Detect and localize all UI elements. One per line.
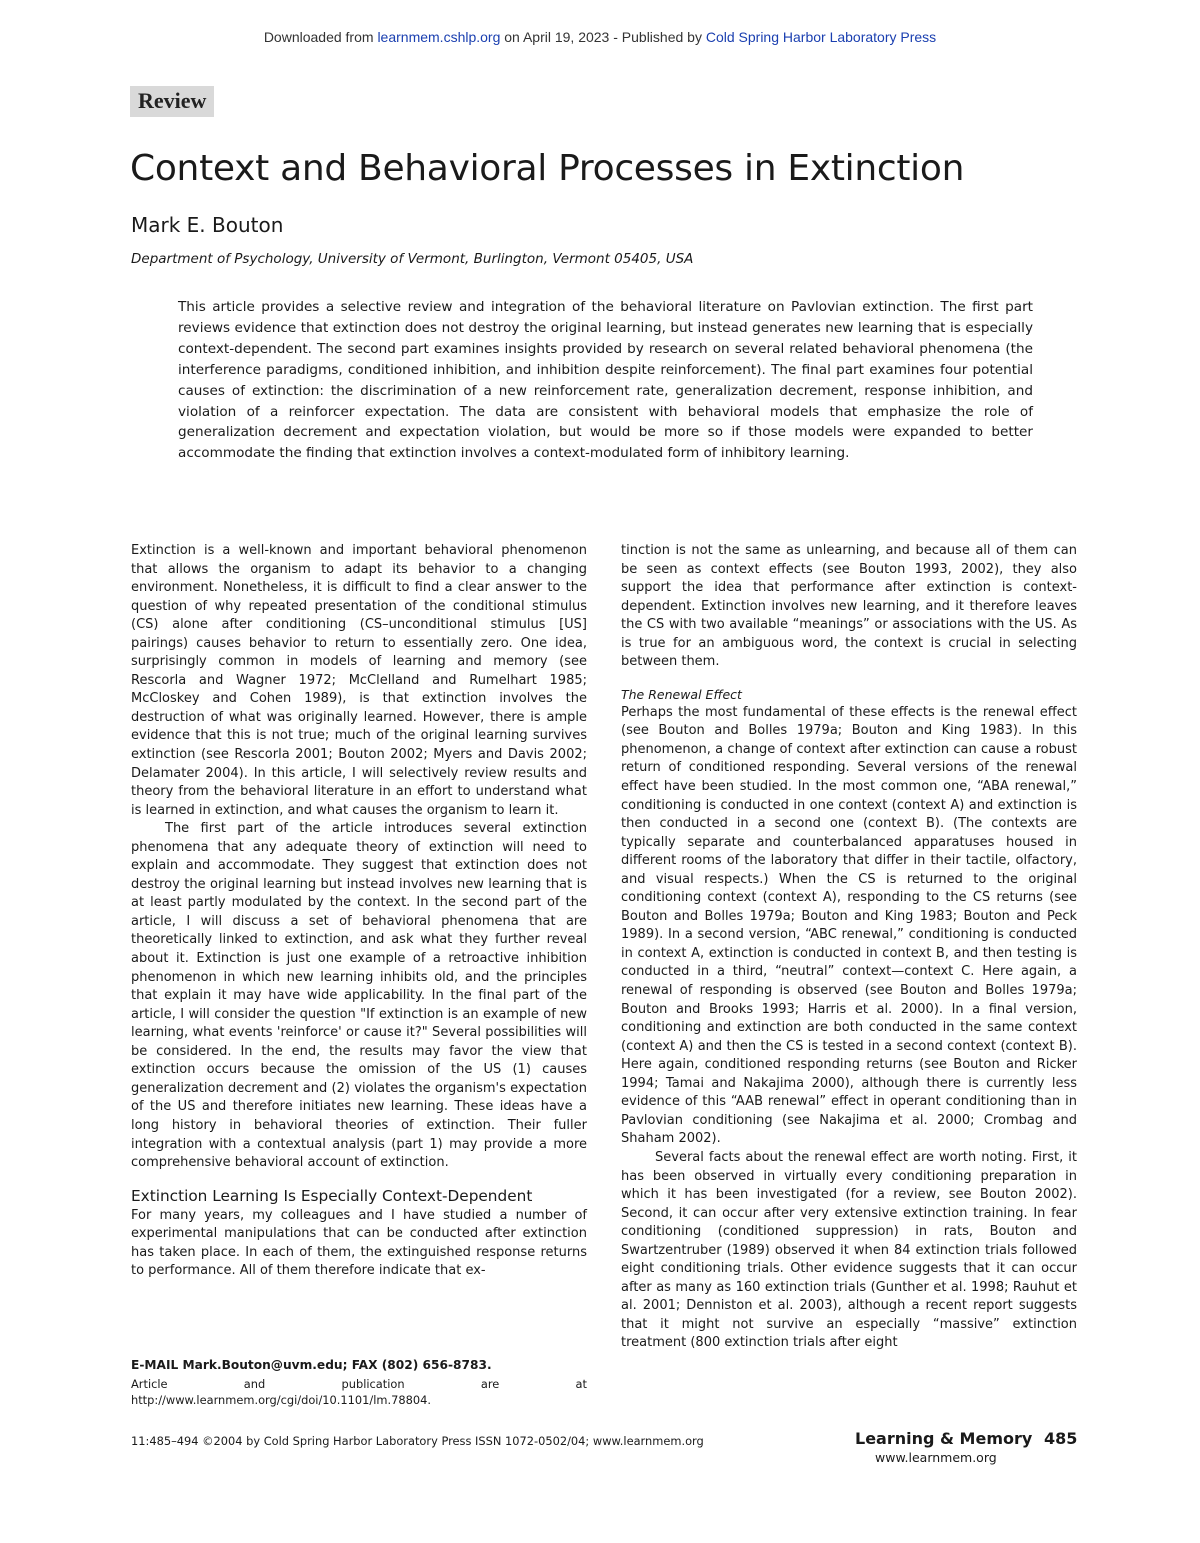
download-middle: on April 19, 2023 - Published by (500, 29, 706, 45)
body-paragraph: tinction is not the same as unlearning, and because all of them can be seen as context effects (see Bouton 1993, 2002), they also support the idea that performance after extinction is context-dependent. Extinction involves new learning, and it therefore leaves the CS with two available “meanings” or associations with the US. As is true for an ambiguous word, the context is crucial in selecting between them. (621, 543, 1077, 670)
journal-url: www.learnmem.org (875, 1450, 997, 1465)
article-doi-note: Article and publication are at http://www.learnmem.org/cgi/doi/10.1101/lm.78804. (131, 1377, 587, 1407)
body-paragraph: For many years, my colleagues and I have studied a number of experimental manipulations that can be conducted after extinction has taken place. In each of them, the extinguished response returns to performance. All of them therefore indicate that ex- (131, 1207, 587, 1279)
subsection-heading: The Renewal Effect (621, 686, 742, 702)
section-heading: Extinction Learning Is Especially Context-Dependent (131, 1186, 533, 1205)
correspondence-email: E-MAIL Mark.Bouton@uvm.edu; FAX (802) 656-8783. (131, 1358, 492, 1372)
journal-name: Learning & Memory (855, 1429, 1033, 1448)
article-title: Context and Behavioral Processes in Extinction (130, 148, 965, 189)
download-notice (0, 29, 1200, 45)
footer-citation: 11:485–494 ©2004 by Cold Spring Harbor Laboratory Press ISSN 1072-0502/04; www.learnmem.org (131, 1434, 704, 1448)
page-number: 485 (1044, 1429, 1078, 1448)
site-link[interactable]: learnmem.cshlp.org (377, 29, 501, 45)
body-paragraph: The first part of the article introduces several extinction phenomena that any adequate theory of extinction will need to explain and accommodate. They suggest that extinction does not destroy the original learning but instead involves new learning that is at least partly modulated by the context. In the second part of the article, I will discuss a set of behavioral phenomena that are theoretically linked to extinction, and ask what they further reveal about it. Extinction is just one example of a retroactive inhibition phenomenon in which new learning inhibits old, and the principles that explain it may have wide applicability. In the final part of the article, I will consider the question "If extinction is an example of new learning, what events 'reinforce' or cause it?" Several possibilities will be considered. In the end, the results may favor the view that extinction occurs because the omission of the US (1) causes generalization decrement and (2) violates the organism's expectation of the US and therefore initiates new learning. These ideas have a long history in behavioral theories of extinction. Their fuller integration with a contextual analysis (part 1) may provide a more comprehensive behavioral account of extinction. (131, 821, 587, 1171)
abstract: This article provides a selective review and integration of the behavioral literature on Pavlovian extinction. The first part reviews evidence that extinction does not destroy the original learning, but instead generates new learning that is especially context-dependent. The second part examines insights provided by research on several related behavioral phenomena (the interference paradigms, conditioned inhibition, and inhibition despite reinforcement). The final part examines four potential causes of extinction: the discrimination of a new reinforcement rate, generalization decrement, response inhibition, and violation of a reinforcer expectation. The data are consistent with behavioral models that emphasize the role of generalization decrement and expectation violation, but would be more so if those models were expanded to better accommodate the finding that extinction involves a context-modulated form of inhibitory learning. (178, 299, 1033, 462)
left-column (131, 542, 587, 1281)
body-paragraph: Several facts about the renewal effect are worth noting. First, it has been observed in virtually every conditioning preparation in which it has been investigated (for a review, see Bouton 2002). Second, it can occur after very extensive extinction training. In fear conditioning (conditioned suppression) in rats, Bouton and Swartzentruber (1989) observed it when 84 extinction trials followed eight conditioning trials. Other evidence suggests that it can occur after as many as 160 extinction trials (Gunther et al. 1998; Rauhut et al. 2001; Denniston et al. 2003), although a recent report suggests that it might not survive an especially “massive” extinction treatment (800 extinction trials after eight (621, 1149, 1077, 1351)
author-affiliation: Department of Psychology, University of Vermont, Burlington, Vermont 05405, USA (131, 251, 694, 267)
body-paragraph: Perhaps the most fundamental of these effects is the renewal effect (see Bouton and Bolles 1979a; Bouton and King 1983). In this phenomenon, a change of context after extinction can cause a robust return of conditioned responding. Several versions of the renewal effect have been studied. In the most common one, “ABA renewal,” conditioning is conducted in one context (context A) and extinction is then conducted in a second one (context B). (The contexts are typically separate and counterbalanced apparatuses housed in different rooms of the laboratory that differ in their tactile, olfactory, and visual respects.) When the CS is returned to the original conditioning context (context A), responding to the CS returns (see Bouton and Bolles 1979a; Bouton and King 1983; Bouton and Peck 1989). In a second version, “ABC renewal,” conditioning is conducted in context A, extinction is conducted in context B, and then testing is conducted in a third, “neutral” context—context C. Here again, a renewal of responding is observed (see Bouton and Bolles 1979a; Bouton and Brooks 1993; Harris et al. 2000). In a final version, conditioning and extinction are both conducted in the same context (context A) and then the CS is tested in a second context (context B). Here again, conditioned responding returns (see Bouton and Ricker 1994; Tamai and Nakajima 2000), although there is currently less evidence of this “AAB renewal” effect in operant conditioning than in Pavlovian conditioning (see Nakajima et al. 2000; Crombag and Shaham 2002). (621, 704, 1077, 1147)
article-type-tag: Review (130, 86, 214, 117)
download-prefix: Downloaded from (263, 29, 378, 45)
body-paragraph: Extinction is a well-known and important behavioral phenomenon that allows the organism to adapt its behavior to a changing environment. Nonetheless, it is difficult to find a clear answer to the question of why repeated presentation of the conditional stimulus (CS) alone after conditioning (CS–unconditional stimulus [US] pairings) causes behavior to return to essentially zero. One idea, surprisingly common in models of learning and memory (see Rescorla and Wagner 1972; McClelland and Rumelhart 1985; McCloskey and Cohen 1989), is that extinction involves the destruction of what was originally learned. However, there is ample evidence that this is not true; much of the original learning survives extinction (see Rescorla 2001; Bouton 2002; Myers and Davis 2002; Delamater 2004). In this article, I will selectively review results and theory from the behavioral literature in an effort to understand what is learned in extinction, and what causes the organism to learn it. (131, 543, 587, 818)
publisher-link[interactable]: Cold Spring Harbor Laboratory Press (705, 29, 937, 45)
right-column (621, 542, 1077, 1353)
author-name: Mark E. Bouton (131, 213, 284, 237)
